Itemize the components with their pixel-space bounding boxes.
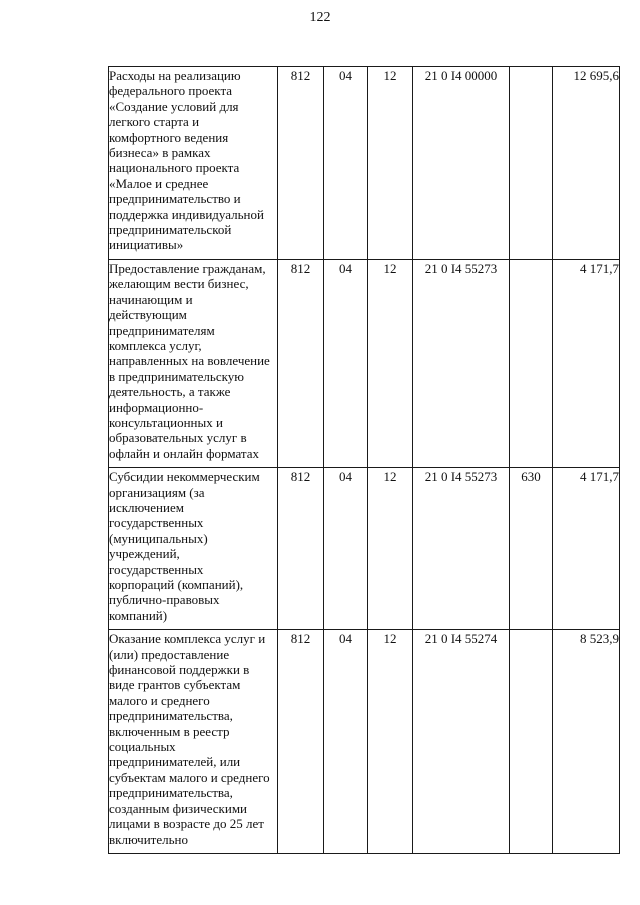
budget-table [108,66,620,854]
cell-section-code: 04 [324,67,368,260]
expense-name-line: предпринимателей, или [109,754,241,770]
cell-expense-type-code [510,67,553,260]
expense-name-line: субъектам малого и среднего [109,769,270,785]
expense-name-line: (муниципальных) [109,530,208,546]
expense-name-line: бизнеса» в рамках [109,145,211,161]
expense-name-line: комплекса услуг, [109,337,202,353]
expense-name-line: легкого старта и [109,114,200,130]
expense-name-line: «Малое и среднее [109,175,209,191]
expense-name-line: учреждений, [109,546,180,562]
expense-name-line: желающим вести бизнес, [109,276,249,292]
expense-name-line: образовательных услуг в [109,430,247,446]
expense-name-line: предпринимательства, [109,785,233,801]
expense-name-line: корпораций (компаний), [109,577,244,592]
cell-expense-name [109,630,278,854]
cell-section-code: 04 [324,468,368,630]
cell-grbs-code: 812 [278,468,324,630]
cell-expense-type-code [510,630,553,854]
cell-amount: 4 171,7 [553,259,620,467]
expense-name-line: федерального проекта [109,83,233,99]
table-row [109,259,620,467]
expense-name-line: малого и среднего [109,692,210,708]
cell-subsection-code: 12 [368,468,413,630]
expense-name-line: поддержка индивидуальной [109,206,264,222]
cell-target-article-code: 21 0 I4 55274 [413,630,510,854]
expense-name-line: Предоставление гражданам, [109,260,266,276]
expense-name-line: социальных [109,739,176,755]
cell-target-article-code: 21 0 I4 55273 [413,468,510,630]
expense-name-line: предпринимательства, [109,708,233,724]
expense-name-line: виде грантов субъектам [109,677,241,693]
expense-name-line: включительно [109,831,188,847]
expense-name-line: консультационных и [109,414,223,430]
expense-name-line: офлайн и онлайн форматах [109,445,260,461]
expense-name-line: исключением [109,499,184,515]
table-row [109,468,620,630]
cell-grbs-code: 812 [278,630,324,854]
cell-amount: 12 695,6 [553,67,620,260]
cell-grbs-code: 812 [278,67,324,260]
cell-expense-name [109,259,278,467]
cell-expense-name [109,67,278,260]
cell-target-article-code: 21 0 I4 00000 [413,67,510,260]
expense-name-line: направленных на вовлечение [109,353,270,369]
expense-name-line: предпринимательство и [109,191,241,207]
expense-name-line: государственных [109,515,204,531]
cell-expense-type-code: 630 [510,468,553,630]
page-number: 122 [309,10,331,25]
expense-name-line: (или) предоставление [109,646,230,662]
expense-name-line: «Создание условий для [109,98,239,114]
expense-name-line: деятельность, а также [109,384,231,400]
expense-name-line: начинающим и [109,291,193,307]
cell-target-article-code: 21 0 I4 55273 [413,259,510,467]
expense-name-line: лицами в возрасте до 25 лет [109,816,264,832]
expense-name-line: предпринимательской [109,222,232,238]
table-row [109,67,620,260]
expense-name-line: компаний) [109,607,168,623]
expense-name-line: публично-правовых [109,592,220,608]
expense-name-line: информационно- [109,399,204,415]
expense-name-line: предпринимателям [109,322,215,338]
expense-name-line: действующим [109,307,187,323]
expense-name-line: национального проекта [109,160,240,176]
expense-name-line: в предпринимательскую [109,368,244,384]
expense-name-line: комфортного ведения [109,129,229,145]
cell-amount: 4 171,7 [553,468,620,630]
expense-name-line: организациям (за [109,484,205,500]
cell-section-code: 04 [324,259,368,467]
expense-name-line: включенным в реестр [109,723,230,739]
expense-name-line: созданным физическими [109,800,248,816]
cell-subsection-code: 12 [368,630,413,854]
budget-table-body [109,67,620,854]
cell-subsection-code: 12 [368,67,413,260]
expense-name-line: Субсидии некоммерческим [109,469,260,485]
table-row [109,630,620,854]
cell-expense-type-code [510,259,553,467]
cell-amount: 8 523,9 [553,630,620,854]
cell-subsection-code: 12 [368,259,413,467]
expense-name-line: государственных [109,561,204,577]
cell-expense-name [109,468,278,630]
cell-grbs-code: 812 [278,259,324,467]
expense-name-line: финансовой поддержки в [109,662,250,678]
expense-name-line: Оказание комплекса услуг и [109,631,266,647]
expense-name-line: инициативы» [109,237,184,253]
expense-name-line: Расходы на реализацию [109,68,241,83]
cell-section-code: 04 [324,630,368,854]
